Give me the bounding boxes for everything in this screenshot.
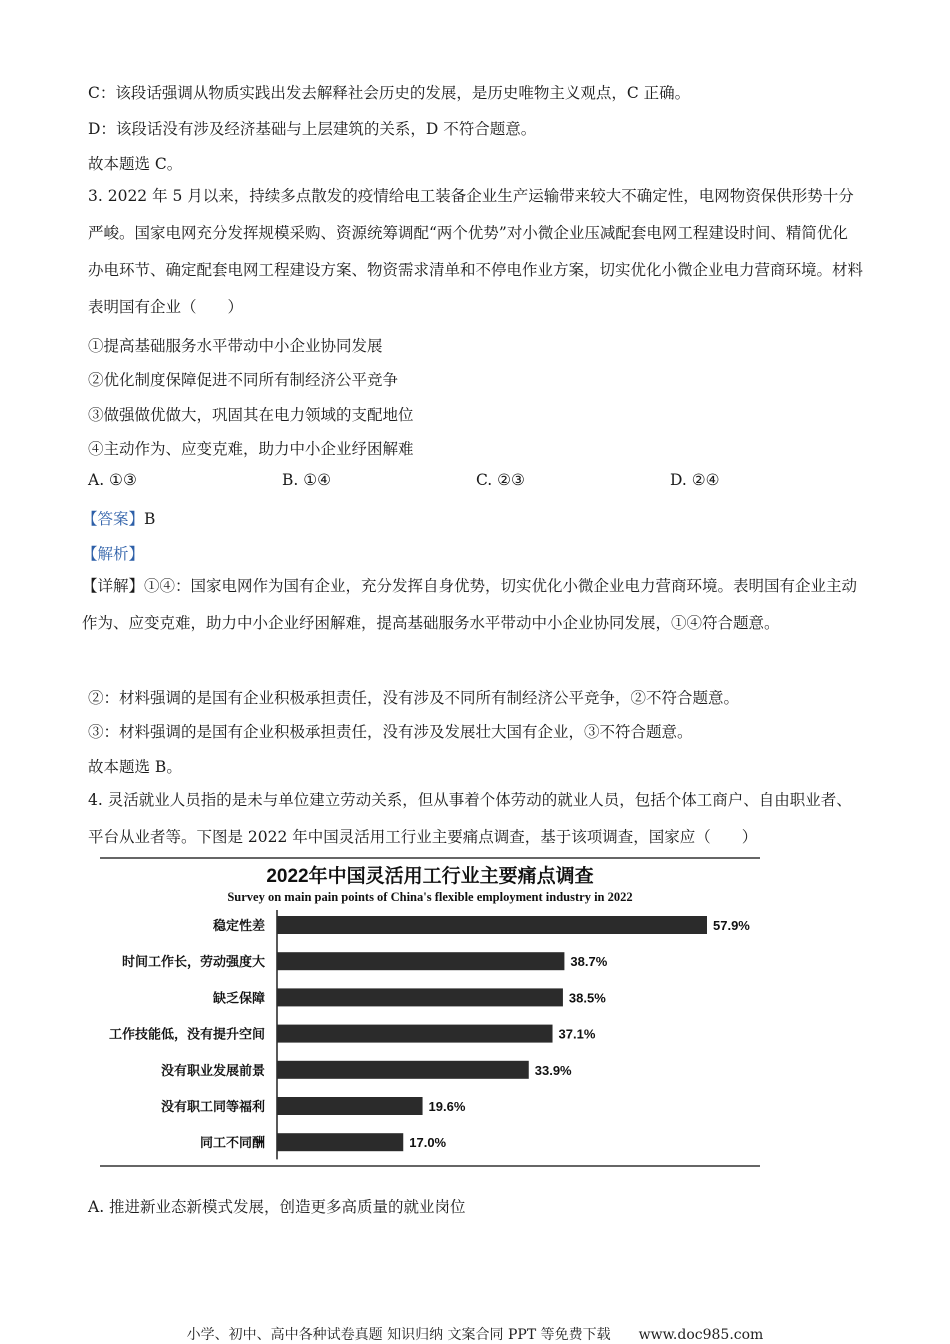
detail-tag: 【详解】 [82,577,145,595]
q2-conclusion: 故本题选 C。 [88,155,183,173]
q3-item-4: ④主动作为、应变克难，助力中小企业纾困解难 [88,440,414,458]
category-label: 没有职业发展前景 [160,1063,265,1079]
bar [277,916,707,934]
chart-title: 2022年中国灵活用工行业主要痛点调查 [266,866,594,887]
value-label: 17.0% [409,1135,447,1151]
q3-answer [82,507,155,529]
q3-item-2: ②优化制度保障促进不同所有制经济公平竞争 [88,371,399,389]
bar [277,1097,423,1115]
value-label: 38.7% [570,954,608,970]
page-footer: 小学、初中、高中各种试卷真题 知识归纳 文案合同 PPT 等免费下载 www.doc985.com [186,1327,764,1343]
q3-option-b: B. ①④ [282,471,332,489]
option-d-explanation: D：该段话没有涉及经济基础与上层建筑的关系，D 不符合题意。 [88,120,537,138]
category-label: 同工不同酬 [199,1136,265,1152]
pain-points-bar-chart [100,856,760,1168]
q4-stem: 4. 灵活就业人员指的是未与单位建立劳动关系，但从事着个体劳动的就业人员，包括个体工商户、自由职业者、平台从业者等。下图是 2022 年中国灵活用工行业主要痛点调查，基于该项调查，国家应（ ） [88,791,852,846]
analysis-tag: 【解析】 [82,545,145,563]
bar [277,1061,529,1079]
bar [277,952,564,970]
q3-conclusion: 故本题选 B。 [88,758,182,776]
q3-detail [82,568,863,642]
category-label: 工作技能低，没有提升空间 [108,1027,265,1043]
q3-option-d: D. ②④ [670,471,720,489]
q3-stem: 3. 2022 年 5 月以来，持续多点散发的疫情给电工装备企业生产运输带来较大不确定性，电网物资保供形势十分严峻。国家电网充分发挥规模采购、资源统筹调配“两个优势”对小微企业压减配套电网工程建设时间、精简优化办电环节、确定配套电网工程建设方案、物资需求清单和不停电作业方案，切实优化小微企业电力营商环境。材料表明国有企业（ ） [88,187,864,316]
q3-option-c: C. ②③ [476,471,525,489]
chart-subtitle: Survey on main pain points of China's flexible employment industry in 2022 [227,890,633,904]
q3-detail-line-2: ②：材料强调的是国有企业积极承担责任，没有涉及不同所有制经济公平竞争，②不符合题意。 [88,689,740,707]
option-c-explanation: C：该段话强调从物质实践出发去解释社会历史的发展，是历史唯物主义观点，C 正确。 [88,84,691,102]
bar [277,1133,403,1151]
category-label: 没有职工同等福利 [160,1100,265,1115]
value-label: 37.1% [558,1026,596,1042]
q3-item-3: ③做强做优做大，巩固其在电力领域的支配地位 [88,406,414,424]
q3-option-a: A. ①③ [88,471,137,489]
value-label: 33.9% [534,1062,572,1078]
value-label: 38.5% [568,990,606,1006]
value-label: 19.6% [428,1099,466,1114]
answer-tag: 【答案】 [82,510,145,528]
q3-detail-line-3: ③：材料强调的是国有企业积极承担责任，没有涉及发展壮大国有企业，③不符合题意。 [88,723,693,741]
detail-text: ①④：国家电网作为国有企业，充分发挥自身优势，切实优化小微企业电力营商环境。表明国有企业主动作为、应变克难，助力中小企业纾困解难，提高基础服务水平带动中小企业协同发展，①④符合题意。 [82,577,858,632]
answer-value: B [144,510,156,528]
category-label: 时间工作长，劳动强度大 [121,955,265,971]
q3-item-1: ①提高基础服务水平带动中小企业协同发展 [88,337,383,355]
q4-option-a: A. 推进新业态新模式发展，创造更多高质量的就业岗位 [88,1198,466,1216]
bar [277,988,563,1006]
bar [277,1025,553,1043]
category-label: 缺乏保障 [212,991,265,1007]
category-label: 稳定性差 [212,919,265,934]
value-label: 57.9% [713,918,750,933]
